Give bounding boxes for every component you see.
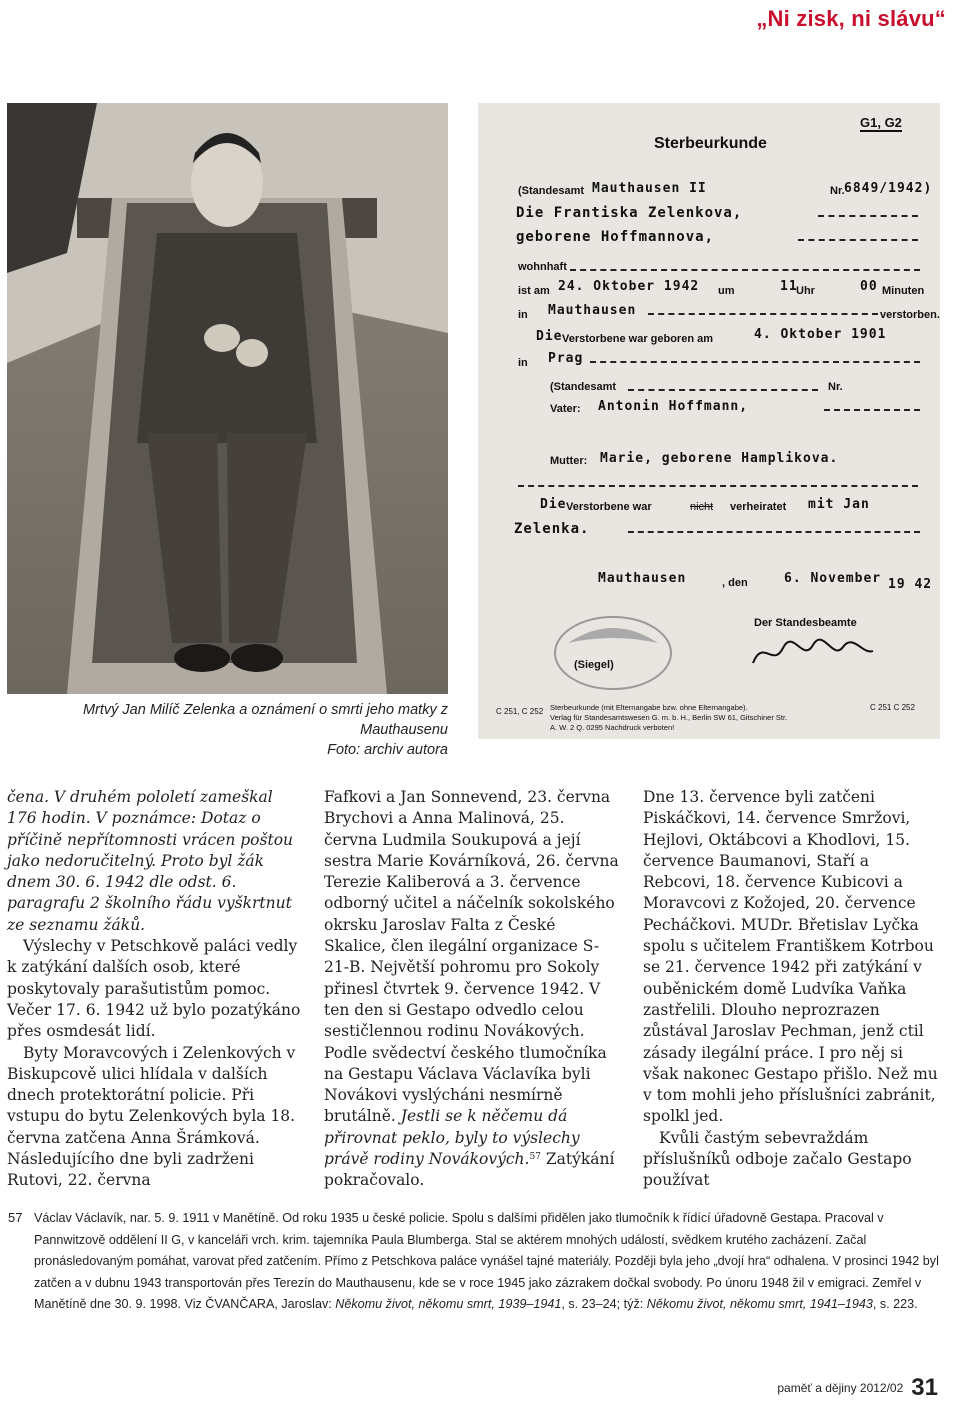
cert-issue-date: 6. November <box>784 571 882 586</box>
paragraph: Fafkovi a Jan Sonnevend, 23. června Brychovi a Anna Malinová, 25. června Ludmila Soukupová a její sestra Marie Kovárníková, 26. června Terezie Kaliberová a 3. července odborný učitel a náčelník sokolského okrsku Jaroslav Falta z České Skalice, člen ilegální organizace S-21-B. Největší pohromu pro Sokoly přinesl čtvrtek 9. července 1942. V ten den si Gestapo odvedlo celou sestičlennou rodinu Novákových. Podle svědectví českého tlumočníka na Gestapu Václava Václavíka byli Novákovi vyslýcháni nesmírně brutálně. Jestli se k něčemu dá přirovnat peklo, byly to výslechy právě rodiny Novákových.$^{57}$ Zatýkání pokračovalo. <box>324 788 619 1190</box>
journal-name: paměť a dějiny 2012/02 <box>777 1381 904 1395</box>
running-header-title: „Ni zisk, ni slávu“ <box>756 6 946 31</box>
cert-father: Antonin Hoffmann, <box>598 399 749 414</box>
cert-birth-date: 4. Oktober 1901 <box>754 327 887 342</box>
cert-standesamt: Mauthausen II <box>592 181 707 196</box>
cert-place: Mauthausen <box>548 303 637 318</box>
paragraph: Kvůli častým sebevraždám příslušníků odboje začalo Gestapo používat <box>643 1128 912 1190</box>
cert-mother: Marie, geborene Hamplikova. <box>600 451 839 466</box>
photo-deceased <box>7 103 448 694</box>
paragraph: Dne 13. července byli zatčeni Piskáčkovi, 14. července Smržovi, Hejlovi, Oktábcovi a Khodlovi, 15. července Baumanovi, Staří a Rebcovi, 18. července Kubicovi a Moravcovi z Kožojed, 20. července Pecháčkovi. MUDr. Břetislav Lyčka spolu s učitelem Františkem Kotrbou se 21. července 1942 při zatýkání v ouběnickém domě Ludvíka Vaňka zastřelili. Dlouho neprozrazen zůstával Jaroslav Pechman, jenž ctil zásady ilegální práce. I pro něj si však nakonec Gestapo přišlo. Než mu v tom mohli jeho příslušníci zabránit, spolkl jed. <box>643 788 938 1126</box>
text-column-3 <box>643 787 940 1192</box>
text-column-1 <box>7 787 304 1192</box>
figure-caption: Mrtvý Jan Milíč Zelenka a oznámení o smrti jeho matky z Mauthausenu Foto: archiv autora <box>82 702 448 758</box>
paragraph: Byty Moravcových i Zelenkových v Biskupcově ulici hlídala v dalších dnech protektorátní policie. Při vstupu do bytu Zelenkových byla 18. června zatčena Anna Šrámková. Následujícího dne byli zadrženi Rutovi, 22. června <box>7 1043 296 1190</box>
page-number: 31 <box>911 1374 938 1401</box>
cert-name: Die Frantiska Zelenkova, <box>516 205 743 221</box>
footnote-number: 57 <box>8 1210 23 1225</box>
text-column-2 <box>324 787 620 1192</box>
footnote-ref: 57 <box>529 1152 541 1163</box>
death-certificate: G1, G2 Sterbeurkunde (Standesamt Mauthausen II Nr. 6849/1942) Die Frantiska Zelenkova, geborene Hoffmannova, wohnhaft ist am 24. Oktober 1942 um 11 Uhr 00 Minuten in Mauthausen verstorben. Die Verstorbene war geboren am 4. Oktober 1901 in Prag (Standesamt Nr. Vater: Antonin Hoffmann, Mutter: Marie, geborene Hamplikova. Die Verstorbene war nicht verheiratet mit Jan Zelenka. Mauthausen , den 6. November 19 42 Der Standesbeamte (Siegel) C 251, C 252 Sterbeurkunde (mit Elternangabe bzw. ohne Elternangabe). Verlag für Standesamtswesen G. m. b. H., Berlin SW 61, Gitschiner Str. A. W. 2 Q. 0295 Nachdruck verboten! C 251 C 252 <box>478 103 940 739</box>
cert-number: 6849/1942) <box>844 181 933 196</box>
footnote: Václav Václavík, nar. 5. 9. 1911 v Manětíně. Od roku 1935 u české policie. Spolu s dalšími přidělen jako tlumočník k řídící úřadovně Gestapa. Pracoval v Pannwitzově oddělení II G, v kanceláři vrch. krim. tajemníka Paula Blumberga. Stal se aktérem mnohých událostí, svědkem krutého zacházení. Začal pronásledovaným pomáhat, varovat před zatčením. Přímo z Petschkova paláce vynášel tajné materiály. Později byla jeho „dvojí hra“ odhalena. V prosinci 1942 byl zatčen a v dubnu 1943 transportován přes Terezín do Mauthausenu, kde se v roce 1945 jako zázrakem dočkal svobody. Po únoru 1948 žil v emigraci. Zemřel v Manětíně dne 30. 9. 1998. Viz ČVANČARA, Jaroslav: Někomu život, někomu smrt, 1939–1941, s. 23–24; týž: Někomu život, někomu smrt, 1941–1943, s. 223. <box>34 1211 939 1311</box>
cert-birth-place: Prag <box>548 351 584 366</box>
signature <box>748 633 878 673</box>
cert-code: G1, G2 <box>860 115 902 130</box>
cert-death-date: 24. Oktober 1942 <box>558 279 700 294</box>
cert-birthname: geborene Hoffmannova, <box>516 229 715 245</box>
paragraph: Výslechy v Petschkově paláci vedly k zatýkání dalších osob, které poskytovaly parašutistům pomoc. Večer 17. 6. 1942 už bylo pozatýkáno přes osmdesát lidí. <box>7 937 301 1041</box>
cert-title: Sterbeurkunde <box>654 135 767 152</box>
paragraph: čena. V druhém pololetí zameškal 176 hodin. V poznámce: Dotaz o příčině nepřítomnosti vrácen poštou jako nedoručitelný. Proto byl žák dnem 30. 6. 1942 dle odst. 6. paragrafu 2 školního řádu vyškrtnut ze seznamu žáků. <box>7 788 294 934</box>
cert-husband: Zelenka. <box>514 521 590 537</box>
page-footer <box>777 1374 938 1402</box>
seal-eagle-icon <box>548 603 678 693</box>
